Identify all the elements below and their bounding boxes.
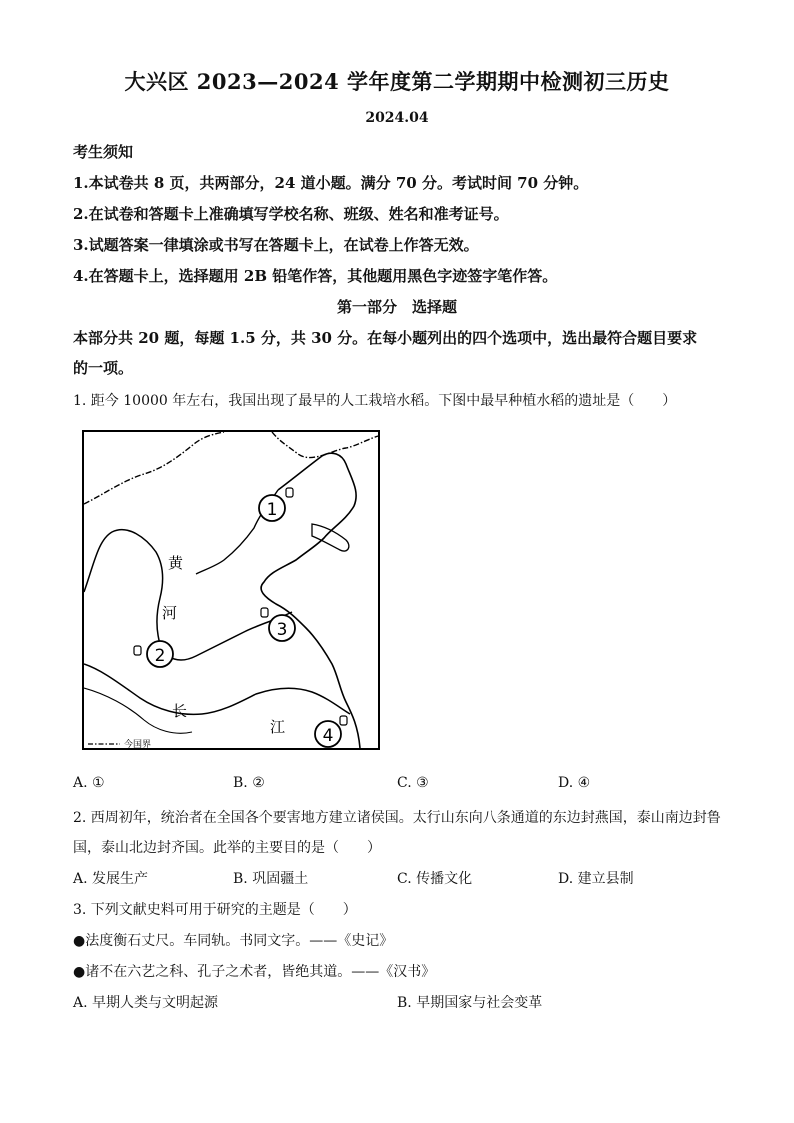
marker-1 (259, 495, 285, 521)
map-legend (88, 738, 151, 748)
q1-option-c[interactable]: C. ③ (397, 775, 429, 791)
notice-item: 1.本试卷共 8 页，共两部分，24 道小题。满分 70 分。考试时间 70 分钟。 (73, 174, 589, 192)
page-title: 大兴区 2023—2024 学年度第二学期期中检测初三历史 (124, 69, 670, 94)
q3-option-b[interactable]: B. 早期国家与社会变革 (397, 995, 543, 1011)
section-intro-cont: 的一项。 (73, 359, 134, 377)
marker-4 (315, 721, 341, 747)
notice-item: 2.在试卷和答题卡上准确填写学校名称、班级、姓名和准考证号。 (73, 205, 509, 223)
q2-option-b[interactable]: B. 巩固疆土 (233, 871, 309, 887)
notice-heading: 考生须知 (73, 143, 134, 161)
peninsula (312, 524, 349, 551)
yellow-river (84, 530, 292, 660)
source-quote-shiji: ●法度衡石丈尺。车同轨。书同文字。——《史记》 (73, 933, 394, 949)
q1-option-d[interactable]: D. ④ (558, 775, 591, 791)
question-3-stem: 3. 下列文献史料可用于研究的主题是（ ） (73, 902, 357, 918)
map-figure (82, 430, 380, 750)
q3-option-a[interactable]: A. 早期人类与文明起源 (73, 995, 219, 1011)
source-quote-hanshu: ●诸不在六艺之科、孔子之术者，皆绝其道。——《汉书》 (73, 964, 436, 980)
q2-option-a[interactable]: A. 发展生产 (73, 871, 149, 887)
notice-item: 3.试题答案一律填涂或书写在答题卡上，在试卷上作答无效。 (73, 236, 479, 254)
river-label-chang-1: 长 (172, 702, 188, 720)
exam-date: 2024.04 (365, 110, 429, 126)
marker-2-label: 2 (154, 646, 166, 666)
marker-4-label: 4 (322, 726, 334, 746)
question-2-stem-cont: 国，泰山北边封齐国。此举的主要目的是（ ） (73, 840, 381, 856)
yangtze-river (84, 664, 350, 714)
q2-option-d[interactable]: D. 建立县制 (558, 871, 634, 887)
legend-label: 今国界 (124, 740, 152, 748)
q1-option-b[interactable]: B. ② (233, 775, 265, 791)
marker-3 (269, 615, 295, 641)
q1-option-a[interactable]: A. ① (73, 775, 105, 791)
marker-2 (147, 641, 173, 667)
river-label-huang-2: 河 (162, 604, 178, 622)
river-label-chang-2: 江 (270, 718, 286, 736)
q2-option-c[interactable]: C. 传播文化 (397, 871, 473, 887)
question-2-stem: 2. 西周初年，统治者在全国各个要害地方建立诸侯国。太行山东向八条通道的东边封燕国，泰山南边封鲁 (73, 810, 721, 826)
section-title: 第一部分 选择题 (336, 298, 457, 316)
marker-1-label: 1 (266, 500, 278, 520)
notice-item: 4.在答题卡上，选择题用 2B 铅笔作答，其他题用黑色字迹签字笔作答。 (73, 267, 558, 285)
border-line (84, 432, 224, 504)
section-intro: 本部分共 20 题，每题 1.5 分，共 30 分。在每小题列出的四个选项中，选出最符合题目要求 (73, 329, 698, 347)
marker-3-label: 3 (276, 620, 288, 640)
river-label-huang-1: 黄 (168, 554, 184, 572)
question-1-stem: 1. 距今 10000 年左右，我国出现了最早的人工栽培水稻。下图中最早种植水稻的遗址是（ ） (73, 393, 677, 409)
